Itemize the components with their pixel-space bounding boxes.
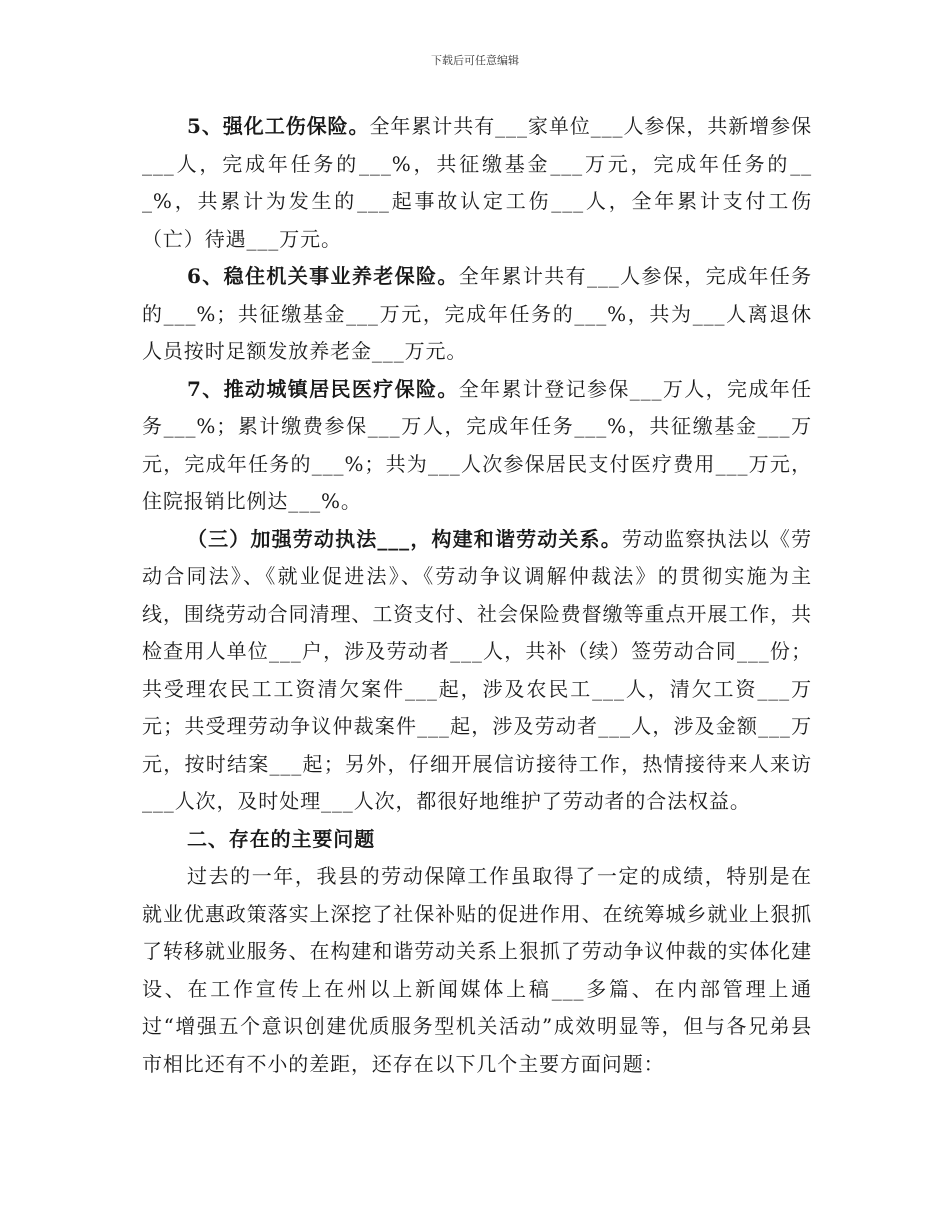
paragraph-lead: （三）加强劳动执法___，构建和谐劳动关系。 [187,526,622,551]
paragraph-text: 劳动监察执法以《劳动合同法》、《就业促进法》、《劳动争议调解仲裁法》的贯彻实施为主线，围绕劳动合同清理、工资支付、社会保险费督缴等重点开展工作，共检查用人单位___户，涉及劳动者___人，共补（续）签劳动合同___份；共受理农民工工资清欠案件___起，涉及农民工___人，清欠工资___万元；共受理劳动争议仲裁案件___起，涉及劳动者___人，涉及金额___万元，按时结案___起；另外，仔细开展信访接待工作，热情接待来人来访___人次，及时处理___人次，都很好地维护了劳动者的合法权益。 [142,526,812,813]
paragraph-lead: 7、推动城镇居民医疗保险。 [187,376,459,401]
paragraph-closing: 过去的一年，我县的劳动保障工作虽取得了一定的成绩，特别是在就业优惠政策落实上深挖了社保补贴的促进作用、在统筹城乡就业上狠抓了转移就业服务、在构建和谐劳动关系上狠抓了劳动争议仲裁的实体化建设、在工作宣传上在州以上新闻媒体上稿___多篇、在内部管理上通过“增强五个意识创建优质服务型机关活动”成效明显等，但与各兄弟县市相比还有不小的差距，还存在以下几个主要方面问题： [142,864,812,1076]
section-heading: 二、存在的主要问题 [187,826,376,851]
page-header: 下载后可任意编辑 [431,54,519,67]
document-body [142,108,812,1083]
paragraph-labor-enforcement [142,521,812,821]
paragraph-text: 全年累计共有___人参保，完成年任务的___%；共征缴基金___万元，完成年任务的___%，共为___人离退休人员按时足额发放养老金___万元。 [142,264,812,363]
paragraph-medical-insurance [142,371,812,521]
paragraph-lead: 6、稳住机关事业养老保险。 [187,264,459,288]
paragraph-pension-insurance [142,258,812,371]
paragraph-text: 全年累计登记参保___万人，完成年任务___%；累计缴费参保___万人，完成年任务___%，共征缴基金___万元，完成年任务的___%；共为___人次参保居民支付医疗费用___万元，住院报销比例达___%。 [142,376,812,513]
paragraph-lead: 5、强化工伤保险。 [187,114,370,138]
paragraph-text: 全年累计共有___家单位___人参保，共新增参保___人，完成年任务的___%，共征缴基金___万元，完成年任务的___%，共累计为发生的___起事故认定工伤___人，全年累计支付工伤（亡）待遇___万元。 [142,114,812,251]
paragraph-work-injury-insurance [142,108,812,258]
